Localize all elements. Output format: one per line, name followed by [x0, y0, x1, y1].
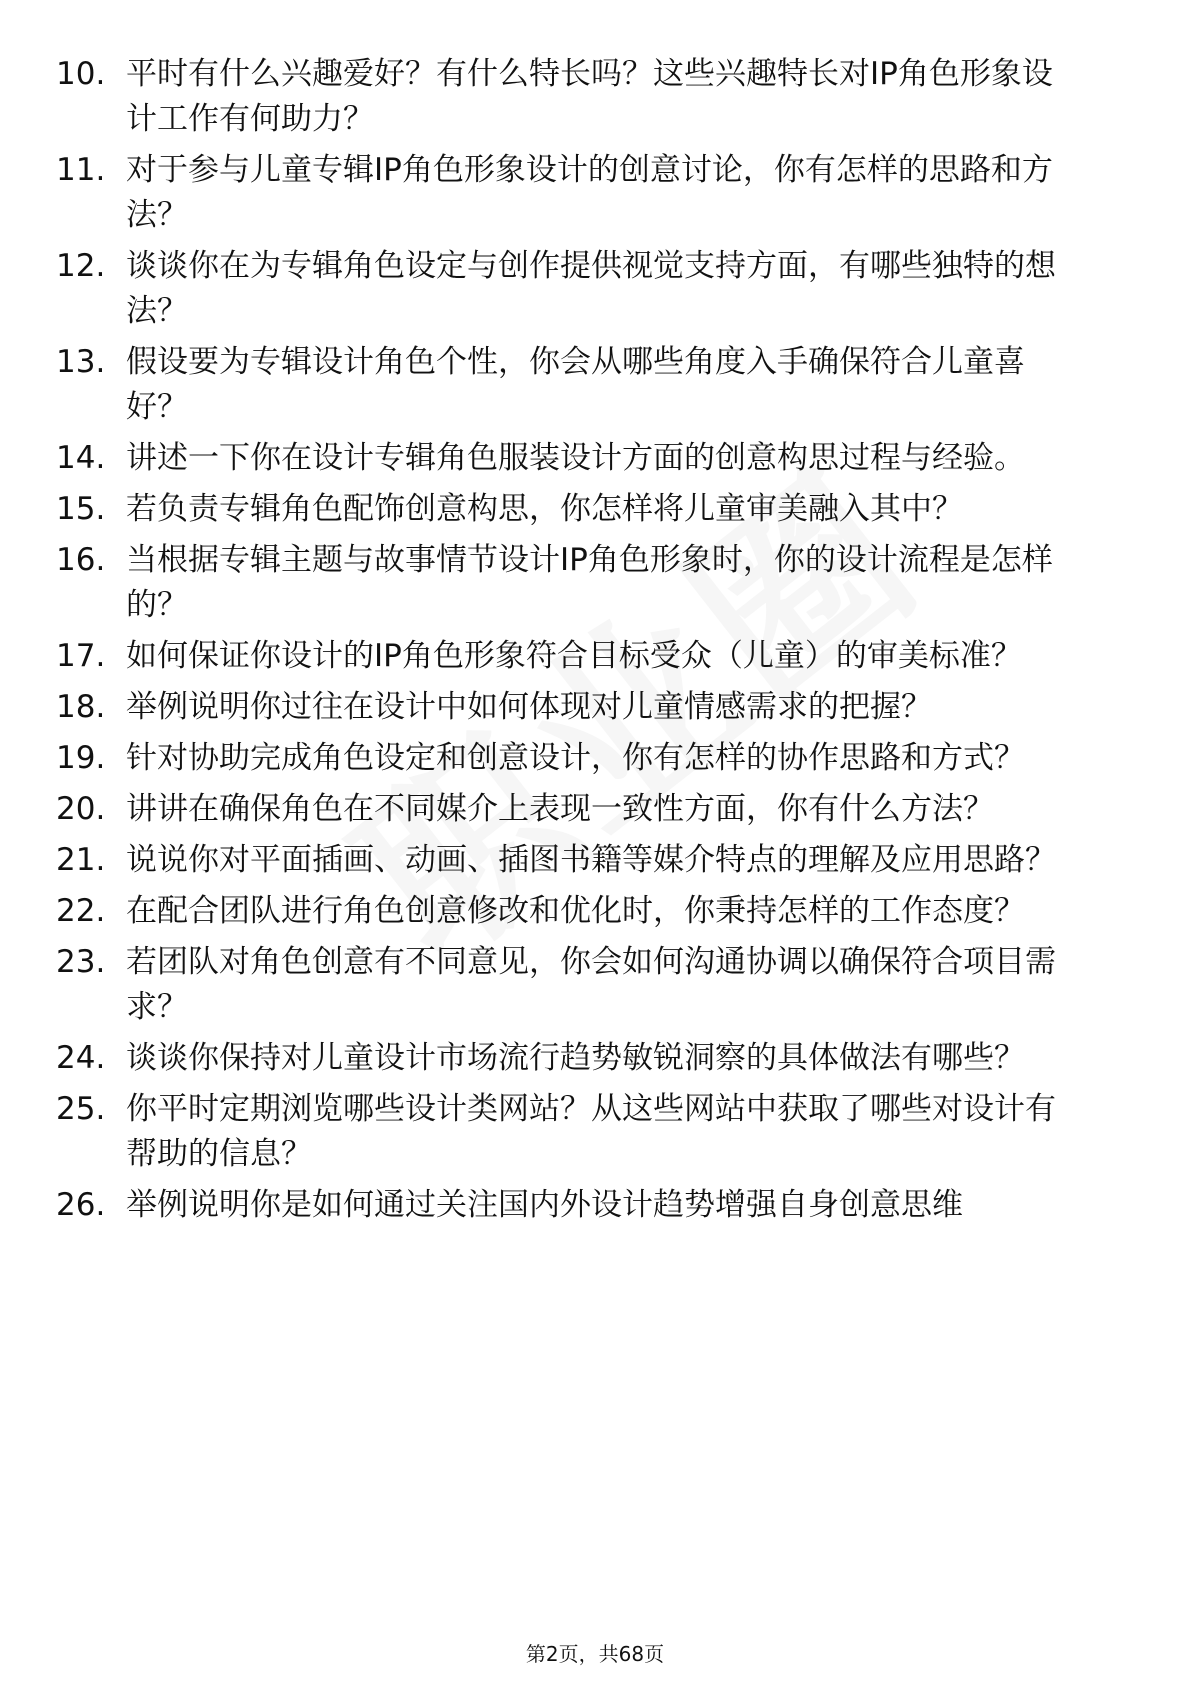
question-text: 讲讲在确保角色在不同媒介上表现一致性方面，你有什么方法？: [126, 791, 994, 827]
question-number: 26.: [56, 1187, 106, 1223]
question-text: 举例说明你过往在设计中如何体现对儿童情感需求的把握？: [126, 689, 932, 725]
question-text: 说说你对平面插画、动画、插图书籍等媒介特点的理解及应用思路？: [126, 842, 1056, 878]
list-item: [56, 340, 1116, 430]
page-footer: 第2页，共68页: [525, 1642, 665, 1666]
question-text: 如何保证你设计的IP角色形象符合目标受众（儿童）的审美标准？: [126, 638, 1022, 674]
question-number: 18.: [56, 689, 106, 725]
question-number: 10.: [56, 56, 106, 92]
list-item: [56, 940, 1116, 1030]
list-item: [56, 52, 1116, 142]
list-item: [56, 838, 1116, 883]
question-text: 若团队对角色创意有不同意见，你会如何沟通协调以确保符合项目需求？: [126, 944, 1056, 1025]
question-number: 20.: [56, 791, 106, 827]
list-item: [56, 889, 1116, 934]
question-number: 23.: [56, 944, 106, 980]
list-item: [56, 1183, 1116, 1228]
question-number: 19.: [56, 740, 106, 776]
question-number: 24.: [56, 1040, 106, 1076]
list-item: [56, 148, 1116, 238]
list-item: [56, 685, 1116, 730]
question-number: 11.: [56, 152, 106, 188]
question-text: 针对协助完成角色设定和创意设计，你有怎样的协作思路和方式？: [126, 740, 1025, 776]
question-number: 25.: [56, 1091, 106, 1127]
question-number: 13.: [56, 344, 106, 380]
question-text: 当根据专辑主题与故事情节设计IP角色形象时，你的设计流程是怎样的？: [126, 542, 1053, 623]
list-item: [56, 634, 1116, 679]
list-item: [56, 1036, 1116, 1081]
question-number: 21.: [56, 842, 106, 878]
question-number: 17.: [56, 638, 106, 674]
question-text: 对于参与儿童专辑IP角色形象设计的创意讨论，你有怎样的思路和方法？: [126, 152, 1053, 233]
list-item: [56, 787, 1116, 832]
question-number: 12.: [56, 248, 106, 284]
question-text: 在配合团队进行角色创意修改和优化时，你秉持怎样的工作态度？: [126, 893, 1025, 929]
question-text: 谈谈你保持对儿童设计市场流行趋势敏锐洞察的具体做法有哪些？: [126, 1040, 1025, 1076]
question-number: 22.: [56, 893, 106, 929]
list-item: [56, 1087, 1116, 1177]
question-text: 你平时定期浏览哪些设计类网站？从这些网站中获取了哪些对设计有帮助的信息？: [126, 1091, 1056, 1172]
question-number: 15.: [56, 491, 106, 527]
question-text: 平时有什么兴趣爱好？有什么特长吗？这些兴趣特长对IP角色形象设计工作有何助力？: [126, 56, 1053, 137]
question-text: 若负责专辑角色配饰创意构思，你怎样将儿童审美融入其中？: [126, 491, 963, 527]
question-list: [56, 52, 1116, 1234]
question-text: 讲述一下你在设计专辑角色服装设计方面的创意构思过程与经验。: [126, 440, 1025, 476]
question-text: 假设要为专辑设计角色个性，你会从哪些角度入手确保符合儿童喜好？: [126, 344, 1025, 425]
list-item: [56, 244, 1116, 334]
list-item: [56, 736, 1116, 781]
list-item: [56, 436, 1116, 481]
list-item: [56, 538, 1116, 628]
question-number: 14.: [56, 440, 106, 476]
question-number: 16.: [56, 542, 106, 578]
question-text: 举例说明你是如何通过关注国内外设计趋势增强自身创意思维: [126, 1187, 963, 1223]
list-item: [56, 487, 1116, 532]
question-text: 谈谈你在为专辑角色设定与创作提供视觉支持方面，有哪些独特的想法？: [126, 248, 1056, 329]
